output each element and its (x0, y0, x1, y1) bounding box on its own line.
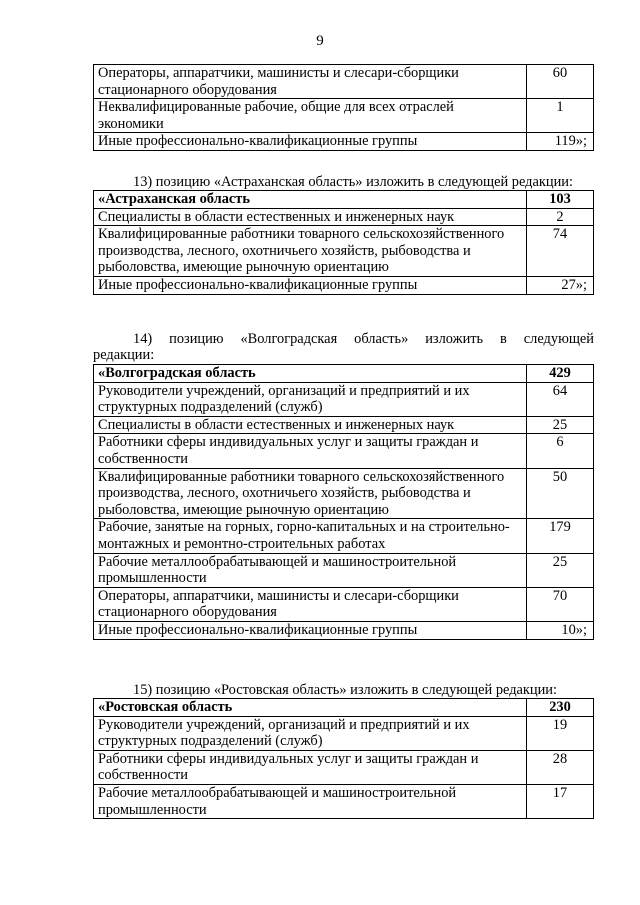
row-label: Специалисты в области естественных и инженерных наук (94, 208, 527, 226)
paragraph-13: 13) позицию «Астраханская область» изложить в следующей редакции: (133, 174, 573, 190)
paragraph-14-line2: редакции: (93, 347, 155, 363)
region-total: 429 (527, 365, 594, 383)
row-label: Неквалифицированные рабочие, общие для всех отраслей экономики (94, 99, 527, 133)
row-value: 70 (527, 587, 594, 621)
table-continued (93, 64, 594, 151)
row-value: 6 (527, 434, 594, 468)
row-label: Операторы, аппаратчики, машинисты и слесари-сборщики стационарного оборудования (94, 65, 527, 99)
table-volgograd (93, 364, 594, 640)
table-row (94, 382, 594, 416)
paragraph-14-line1: 14) позицию «Волгоградская область» изложить в следующей (133, 331, 594, 347)
page-number: 9 (316, 33, 324, 49)
row-label: Работники сферы индивидуальных услуг и защиты граждан и собственности (94, 434, 527, 468)
table-row (94, 519, 594, 553)
region-total: 230 (527, 699, 594, 717)
row-value: 25 (527, 416, 594, 434)
row-value: 25 (527, 553, 594, 587)
row-label: Квалифицированные работники товарного сельскохозяйственного производства, лесного, охотничьего хозяйств, рыбоводства и рыболовства, имеющие рыночную ориентацию (94, 226, 527, 277)
table-row (94, 99, 594, 133)
row-value: 64 (527, 382, 594, 416)
row-value: 27»; (527, 276, 594, 294)
table-row (94, 65, 594, 99)
table-header-row (94, 699, 594, 717)
row-value: 60 (527, 65, 594, 99)
row-value: 1 (527, 99, 594, 133)
table-row (94, 716, 594, 750)
region-name: «Астраханская область (94, 191, 527, 209)
row-label: Специалисты в области естественных и инженерных наук (94, 416, 527, 434)
row-value: 2 (527, 208, 594, 226)
row-label: Иные профессионально-квалификационные группы (94, 133, 527, 151)
row-value: 119»; (527, 133, 594, 151)
region-total: 103 (527, 191, 594, 209)
table-header-row (94, 191, 594, 209)
row-value: 74 (527, 226, 594, 277)
region-name: «Ростовская область (94, 699, 527, 717)
region-name: «Волгоградская область (94, 365, 527, 383)
table-row (94, 587, 594, 621)
table-row (94, 416, 594, 434)
table-row (94, 621, 594, 639)
table-row (94, 553, 594, 587)
table-row (94, 750, 594, 784)
row-label: Рабочие металлообрабатывающей и машиностроительной промышленности (94, 784, 527, 818)
table-row (94, 276, 594, 294)
table-row (94, 468, 594, 519)
table-row (94, 434, 594, 468)
table-rostov (93, 698, 594, 819)
table-row (94, 133, 594, 151)
table-row (94, 784, 594, 818)
table-row (94, 226, 594, 277)
row-label: Рабочие, занятые на горных, горно-капитальных и на строительно-монтажных и ремонтно-строительных работах (94, 519, 527, 553)
row-label: Рабочие металлообрабатывающей и машиностроительной промышленности (94, 553, 527, 587)
row-value: 179 (527, 519, 594, 553)
row-label: Квалифицированные работники товарного сельскохозяйственного производства, лесного, охотничьего хозяйств, рыбоводства и рыболовства, имеющие рыночную ориентацию (94, 468, 527, 519)
row-value: 28 (527, 750, 594, 784)
row-label: Работники сферы индивидуальных услуг и защиты граждан и собственности (94, 750, 527, 784)
row-label: Операторы, аппаратчики, машинисты и слесари-сборщики стационарного оборудования (94, 587, 527, 621)
row-label: Руководители учреждений, организаций и предприятий и их структурных подразделений (служб) (94, 382, 527, 416)
row-value: 50 (527, 468, 594, 519)
table-row (94, 208, 594, 226)
row-label: Руководители учреждений, организаций и предприятий и их структурных подразделений (служб) (94, 716, 527, 750)
row-label: Иные профессионально-квалификационные группы (94, 621, 527, 639)
table-header-row (94, 365, 594, 383)
row-value: 17 (527, 784, 594, 818)
paragraph-15: 15) позицию «Ростовская область» изложить в следующей редакции: (133, 682, 558, 698)
row-value: 19 (527, 716, 594, 750)
row-value: 10»; (527, 621, 594, 639)
table-astrakhan (93, 190, 594, 295)
row-label: Иные профессионально-квалификационные группы (94, 276, 527, 294)
